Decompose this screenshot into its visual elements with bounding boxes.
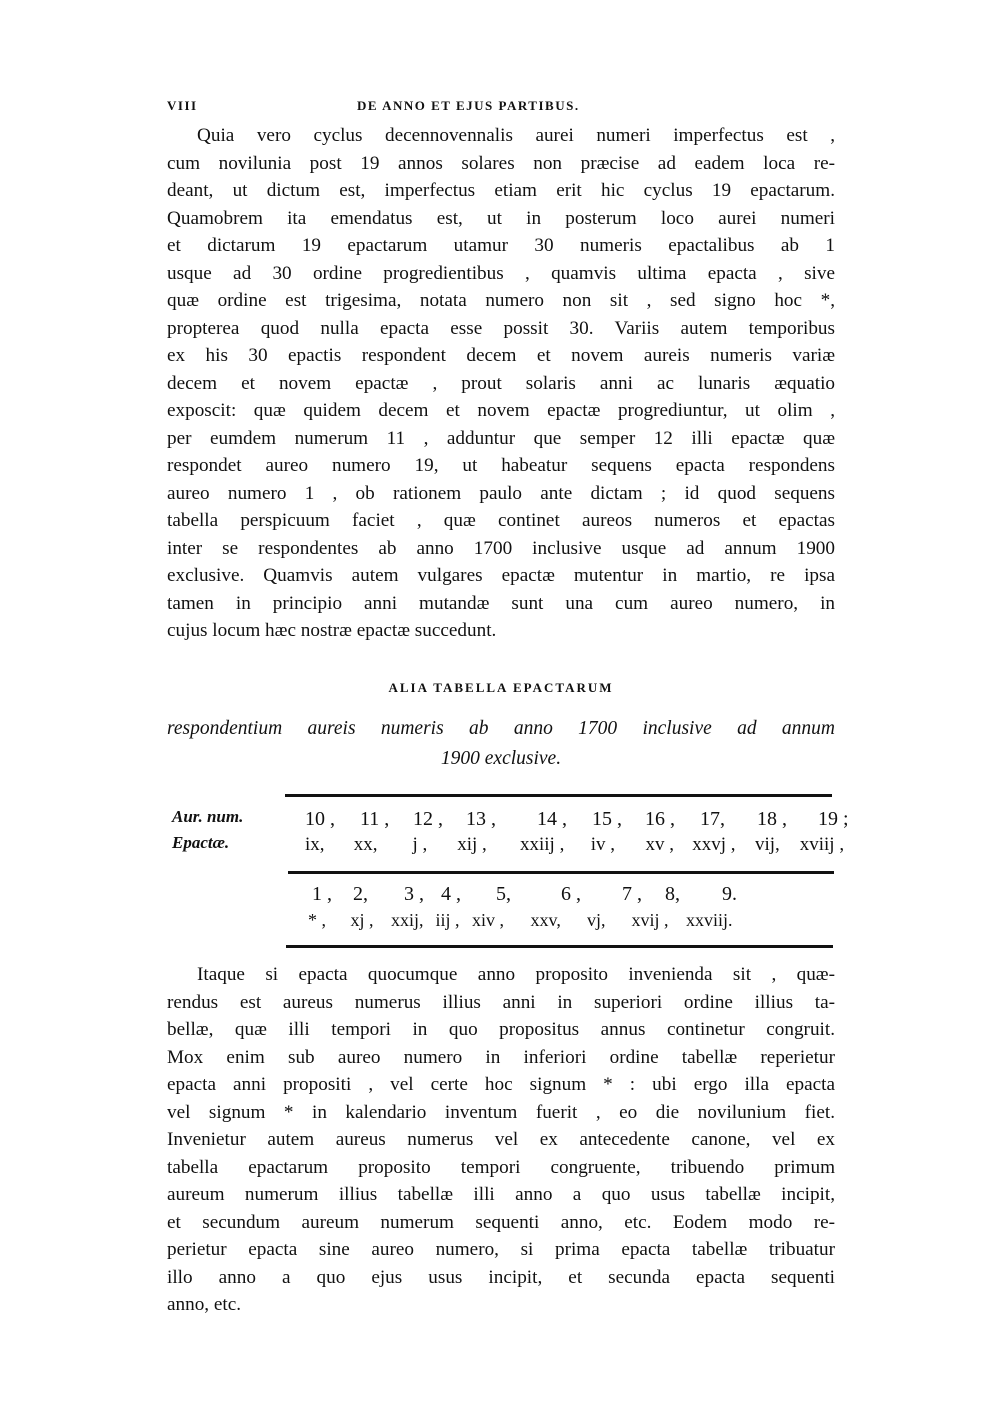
text-line: propterea quod nulla epacta esse possit 30. Variis autem temporibus bbox=[167, 317, 835, 339]
table-cell: xv , bbox=[645, 834, 674, 855]
row-label-aureus: Aur. num. bbox=[172, 807, 244, 826]
table-cell: vj, bbox=[587, 910, 606, 930]
text-line: perietur epacta sine aureo numero, si prima epacta tabellæ tribuatur bbox=[167, 1239, 835, 1260]
text-line: aureum numerum illius tabellæ illi anno a quo usus tabellæ incipit, bbox=[167, 1184, 835, 1205]
table-cell: iij , bbox=[435, 910, 460, 930]
row-label-epactae: Epactæ. bbox=[172, 833, 230, 852]
table-cell: 2, bbox=[353, 883, 368, 905]
text-line: cujus locum hæc nostræ epactæ succedunt. bbox=[167, 620, 497, 641]
running-title: DE ANNO ET EJUS PARTIBUS. bbox=[357, 98, 580, 113]
table-cell: 12 , bbox=[413, 808, 443, 830]
table-rule-middle bbox=[288, 871, 834, 874]
paragraph-1 bbox=[167, 122, 835, 645]
text-line: rendus est aureus numerus illius anni in superiori ordine illius ta- bbox=[167, 991, 835, 1013]
text-line: exposcit: quæ quidem decem et novem epactæ progrediuntur, ut olim , bbox=[167, 400, 835, 421]
table-cell: 1 , bbox=[312, 883, 332, 905]
text-line: tamen in principio anni mutandæ sunt una cum aureo numero, in bbox=[167, 592, 835, 614]
table-cell: 19 ; bbox=[818, 808, 849, 830]
table-cell: 8, bbox=[665, 883, 680, 905]
table-cell: 6 , bbox=[561, 883, 581, 905]
table-cell: 15 , bbox=[592, 808, 622, 830]
table-cell: xxiij , bbox=[520, 834, 565, 855]
text-line: illo anno a quo ejus usus incipit, et secunda epacta sequenti bbox=[167, 1266, 835, 1288]
text-line: epacta anni propositi , vel certe hoc signum * : ubi ergo illa epacta bbox=[167, 1074, 835, 1095]
text-line: bellæ, quæ illi tempori in quo propositus annus continetur congruit. bbox=[167, 1019, 835, 1040]
table-cell: 18 , bbox=[757, 808, 787, 830]
table-cell: 17, bbox=[700, 808, 725, 830]
table-cell: 9. bbox=[722, 883, 737, 905]
text-line: usque ad 30 ordine progredientibus , quamvis ultima epacta , sive bbox=[167, 262, 835, 284]
text-line: deant, ut dictum est, imperfectus etiam erit hic cyclus 19 epactarum. bbox=[167, 180, 835, 201]
table-cell: xx, bbox=[353, 834, 378, 855]
aureus-row-1 bbox=[305, 806, 849, 832]
table-cell: xviij , bbox=[799, 834, 845, 855]
text-line: cum novilunia post 19 annos solares non præcise ad eadem loca re- bbox=[167, 152, 835, 174]
table-cell: xj , bbox=[350, 910, 374, 930]
table-cell: 7 , bbox=[622, 883, 642, 905]
epactae-row-1 bbox=[305, 832, 845, 858]
text-line: per eumdem numerum 11 , adduntur que semper 12 illi epactæ quæ bbox=[167, 427, 835, 449]
table-cell: * , bbox=[308, 910, 326, 930]
page-number: VIII bbox=[167, 98, 198, 113]
text-line: aureo numero 1 , ob rationem paulo ante dictam ; id quod sequens bbox=[167, 482, 835, 504]
table-cell: xxij, bbox=[391, 910, 424, 930]
text-line: Quamobrem ita emendatus est, ut in posterum loco aurei numeri bbox=[167, 207, 835, 229]
text-line: decem et novem epactæ , prout solaris anni ac lunaris æquatio bbox=[167, 372, 835, 394]
table-cell: 4 , bbox=[441, 883, 461, 905]
table-cell: xij , bbox=[457, 834, 487, 855]
text-line: et secundum aureum numerum sequenti anno, etc. Eodem modo re- bbox=[167, 1211, 835, 1233]
text-line: tabella epactarum proposito tempori congruente, tribuendo primum bbox=[167, 1156, 835, 1178]
table-cell: 5, bbox=[496, 883, 511, 905]
table-rule-bottom bbox=[286, 945, 833, 948]
table-cell: xiv , bbox=[472, 910, 505, 930]
table-subtitle-line: 1900 exclusive. bbox=[440, 748, 562, 769]
table-cell: xxvj , bbox=[692, 834, 736, 855]
text-line: inter se respondentes ab anno 1700 inclusive usque ad annum 1900 bbox=[167, 537, 835, 559]
text-line: Quia vero cyclus decennovennalis aurei numeri imperfectus est , bbox=[197, 125, 835, 146]
text-line: tabella perspicuum faciet , quæ continet aureos numeros et epactas bbox=[167, 510, 835, 531]
text-line: respondet aureo numero 19, ut habeatur sequens epacta respondens bbox=[167, 455, 835, 476]
text-line: et dictarum 19 epactarum utamur 30 numeris epactalibus ab 1 bbox=[167, 235, 835, 256]
table-cell: iv , bbox=[590, 834, 616, 855]
table-cell: xvij , bbox=[631, 910, 669, 930]
text-line: exclusive. Quamvis autem vulgares epactæ mutentur in martio, re ipsa bbox=[167, 565, 835, 586]
table-cell: 10 , bbox=[305, 808, 335, 830]
table-cell: 11 , bbox=[360, 808, 390, 830]
table-subtitle bbox=[167, 714, 835, 774]
table-cell: xxv, bbox=[530, 910, 561, 930]
text-line: anno, etc. bbox=[167, 1294, 242, 1315]
text-line: vel signum * in kalendario inventum fuerit , eo die novilunium fiet. bbox=[167, 1101, 835, 1123]
table-subtitle-line: respondentium aureis numeris ab anno 1700 inclusive ad annum bbox=[167, 718, 835, 739]
paragraph-2 bbox=[167, 961, 835, 1319]
table-cell: j , bbox=[412, 834, 428, 855]
table-cell: ix, bbox=[305, 834, 325, 855]
table-cell: 3 , bbox=[404, 883, 424, 905]
table-cell: xxviij. bbox=[686, 910, 733, 930]
text-line: Itaque si epacta quocumque anno proposito invenienda sit , quæ- bbox=[197, 964, 835, 985]
aureus-row-2 bbox=[312, 881, 782, 907]
text-line: ex his 30 epactis respondent decem et novem aureis numeris variæ bbox=[167, 345, 835, 366]
epactae-row-2 bbox=[308, 907, 778, 933]
table-cell: vij, bbox=[755, 834, 780, 855]
table-cell: 13 , bbox=[466, 808, 496, 830]
table-cell: 16 , bbox=[645, 808, 675, 830]
table-rule-top bbox=[285, 794, 832, 797]
text-line: Invenietur autem aureus numerus vel ex antecedente canone, vel ex bbox=[167, 1129, 835, 1150]
table-cell: 14 , bbox=[537, 808, 567, 830]
text-line: Mox enim sub aureo numero in inferiori ordine tabellæ reperietur bbox=[167, 1046, 835, 1068]
text-line: quæ ordine est trigesima, notata numero non sit , sed signo hoc *, bbox=[167, 290, 835, 311]
running-head bbox=[167, 98, 835, 118]
table-caption: ALIA TABELLA EPACTARUM bbox=[388, 680, 614, 695]
